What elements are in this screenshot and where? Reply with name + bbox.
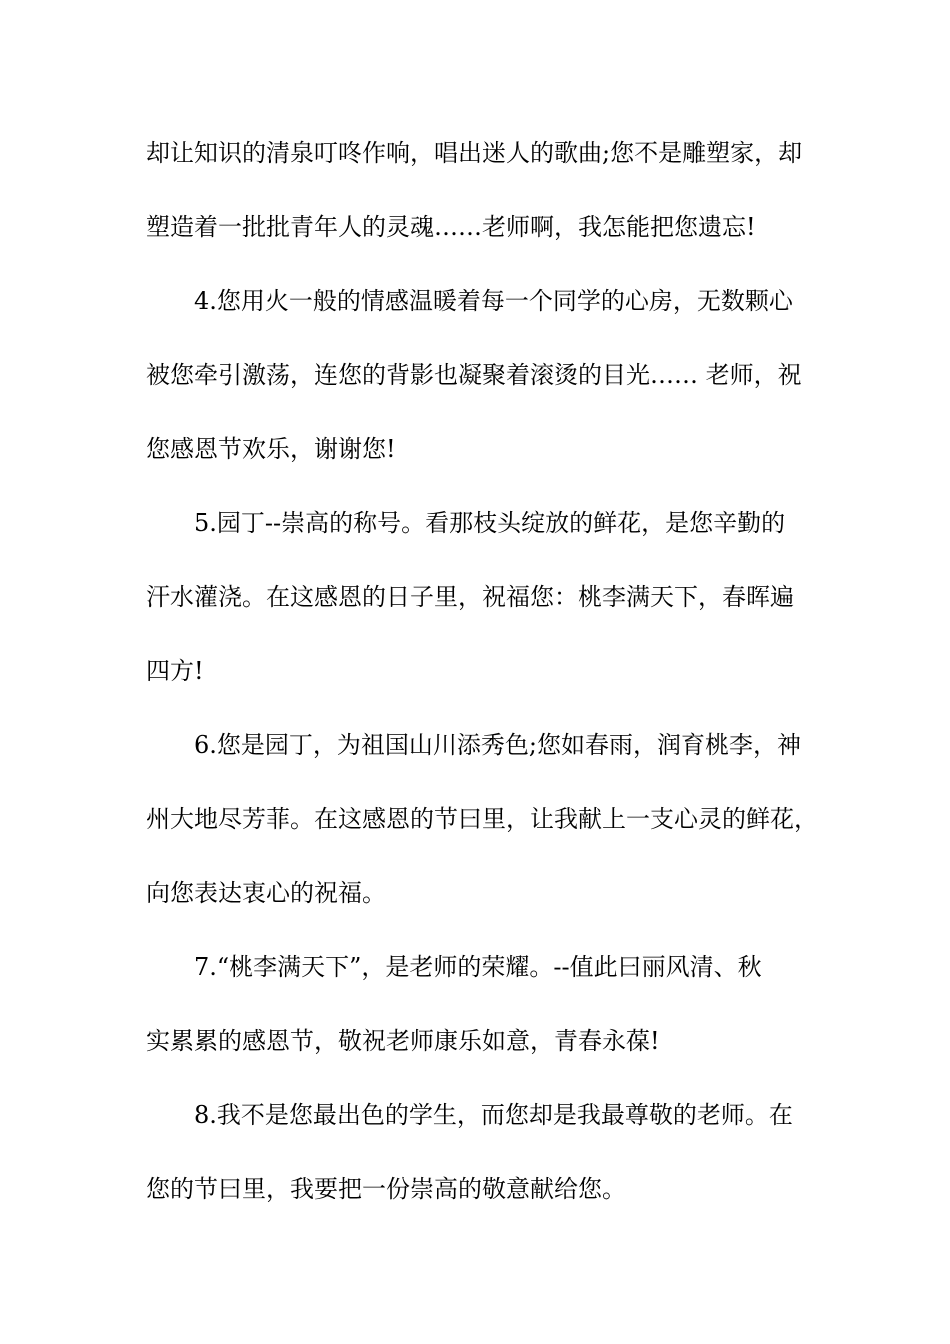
text-line: 您感恩节欢乐，谢谢您!: [146, 435, 396, 463]
text-line: 州大地尽芳菲。在这感恩的节曰里，让我献上一支心灵的鲜花，: [146, 805, 818, 833]
text-line: 实累累的感恩节，敬祝老师康乐如意，青春永葆!: [146, 1027, 660, 1055]
paragraph-4-start: 4.您用火一般的情感温暖着每一个同学的心房，无数颗心: [194, 287, 793, 315]
paragraph-7-start: 7.“桃李满天下”，是老师的荣耀。--值此曰丽风清、秋: [194, 953, 762, 981]
paragraph-5-start: 5.园丁--崇高的称号。看那枝头绽放的鲜花，是您辛勤的: [194, 509, 786, 537]
text-line: 塑造着一批批青年人的灵魂……老师啊，我怎能把您遗忘!: [146, 213, 756, 241]
paragraph-8-start: 8.我不是您最出色的学生，而您却是我最尊敬的老师。在: [194, 1101, 793, 1129]
text-line: 汗水灌浇。在这感恩的日子里，祝福您：桃李满天下，春晖遍: [146, 583, 794, 611]
text-line: 向您表达衷心的祝福。: [146, 879, 386, 907]
paragraph-6-start: 6.您是园丁，为祖国山川添秀色;您如春雨，润育桃李，神: [194, 731, 801, 759]
text-line: 被您牵引激荡，连您的背影也凝聚着滚烫的目光…… 老师，祝: [146, 361, 802, 389]
text-line: 四方!: [146, 657, 204, 685]
text-line: 您的节曰里，我要把一份崇高的敬意献给您。: [146, 1175, 626, 1203]
text-line: 却让知识的清泉叮咚作响，唱出迷人的歌曲;您不是雕塑家，却: [146, 139, 803, 167]
